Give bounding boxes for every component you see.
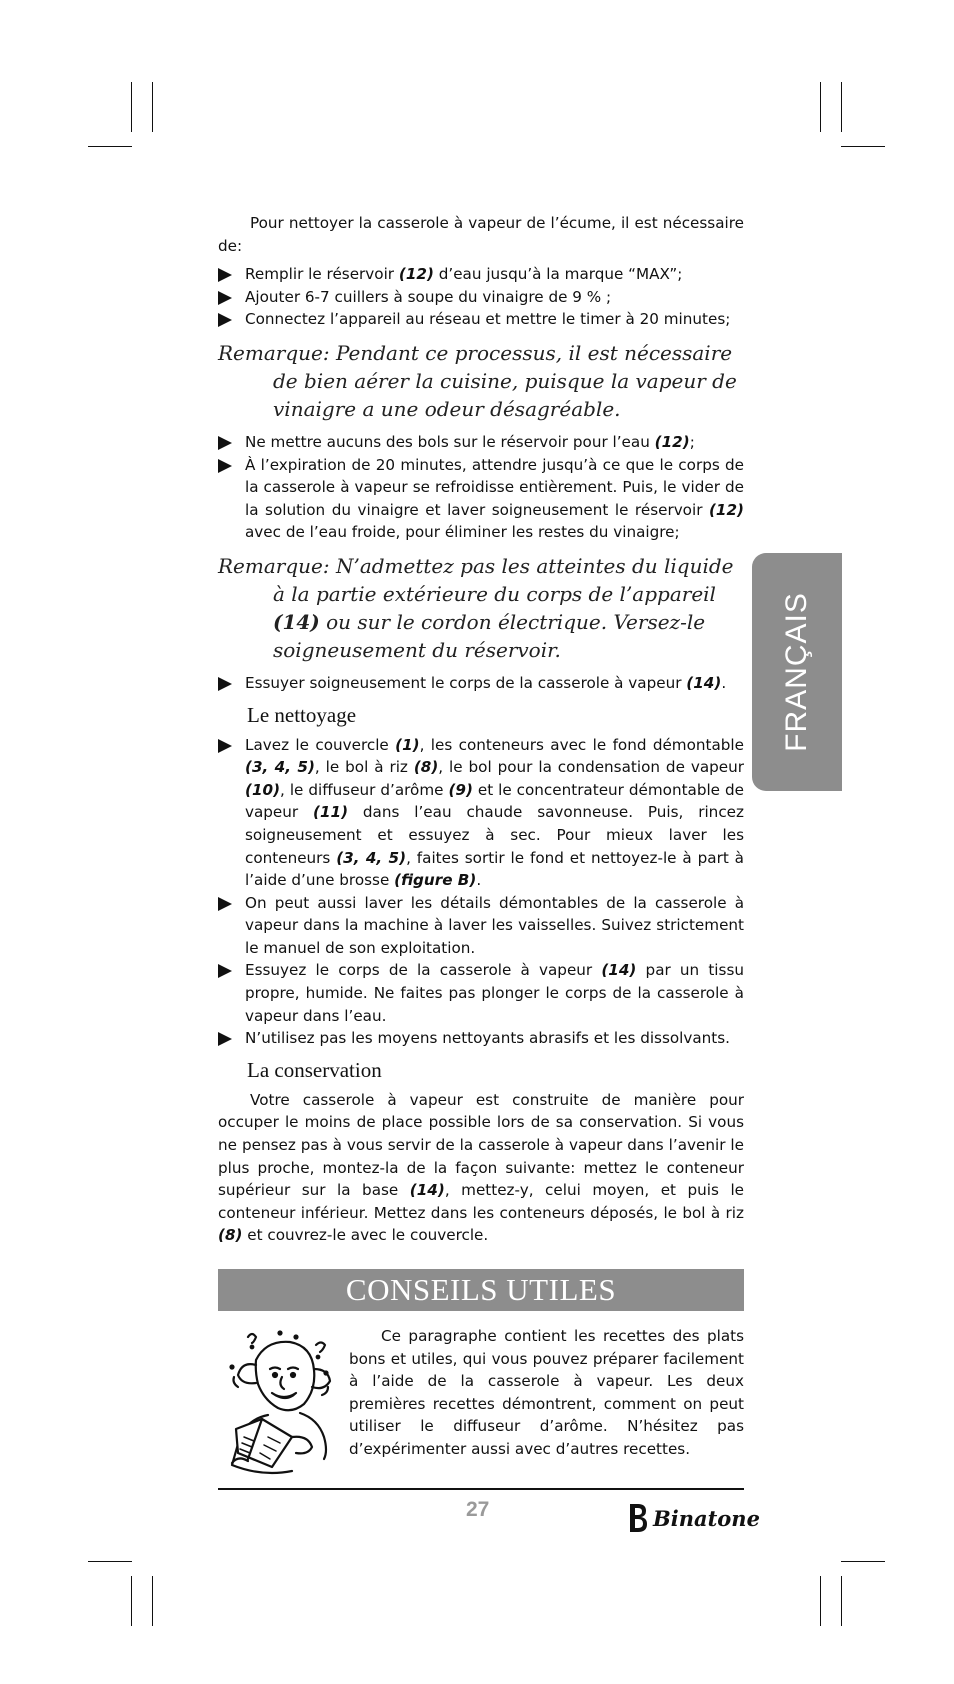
brand-name: Binatone [653,1505,760,1531]
brand-logo [610,1500,760,1536]
crop-mark [152,1576,153,1626]
crop-mark [820,1576,821,1626]
crop-mark [131,1576,132,1626]
page-number: 27 [466,1498,490,1521]
binatone-logo-icon [610,1500,650,1536]
conservation-paragraph: Votre casserole à vapeur est construite de manière pour occuper le moins de place possible lors de sa conservation. Si vous ne pensez pas à vous servir de la casserole à vapeur dans l’avenir le plus proche, montez-la de la façon suivante: mettez le conteneur supérieur sur la base (14), mettez-y, celui moyen, et puis le conteneur inférieur. Mettez dans les conteneurs déposés, le bol à riz (8) et couvrez-le avec le couvercle. [218,1090,745,1245]
list-item: N’utilisez pas les moyens nettoyants abrasifs et les dissolvants. [218,1027,744,1050]
list-item: Lavez le couvercle (1), les conteneurs avec le fond démontable (3, 4, 5), le bol à riz (8), le bol pour la condensation de vapeur (10), le diffuseur d’arôme (9) et le concentrateur démontable de vapeur (11) dans l’eau chaude savonneuse. Puis, rincez soigneusement et essuyez à sec. Pour mieux laver les conteneurs (3, 4, 5), faites sortir le fond et nettoyez-le à part à l’aide d’une brosse (figure B). [218,734,744,892]
descaling-steps-2 [218,431,744,544]
list-item: Essuyer soigneusement le corps de la casserole à vapeur (14). [218,672,744,695]
section-title-conseils: CONSEILS UTILES [218,1269,744,1311]
remark-liquid: Remarque: N’admettez pas les atteintes du liquide à la partie extérieure du corps de l’appareil (14) ou sur le cordon électrique. Versez-le soigneusement du réservoir. [218,553,734,662]
list-item: Ajouter 6-7 cuillers à soupe du vinaigre de 9 % ; [218,286,744,309]
heading-conservation: La conservation [247,1057,382,1082]
crop-mark [820,82,821,132]
list-item: Connectez l’appareil au réseau et mettre le timer à 20 minutes; [218,308,744,331]
tips-block [218,1325,744,1480]
footer-rule [218,1488,744,1490]
list-item: Remplir le réservoir (12) d’eau jusqu’à la marque “MAX”; [218,263,744,286]
page-content [218,212,744,1480]
crop-mark [841,146,885,147]
crop-mark [841,1576,842,1626]
cleaning-steps [218,734,744,1050]
heading-nettoyage: Le nettoyage [247,702,357,727]
language-tab-label: FRANÇAIS [780,592,813,752]
list-item: On peut aussi laver les détails démontables de la casserole à vapeur dans la machine à laver les vaisselles. Suivez strictement le manuel de son exploitation. [218,892,744,960]
intro-paragraph: Pour nettoyer la casserole à vapeur de l’écume, il est nécessaire de: [218,214,744,255]
crop-mark [131,82,132,132]
crop-mark [841,1561,885,1562]
descaling-steps [218,263,744,331]
crop-mark [88,146,132,147]
crop-mark [152,82,153,132]
language-tab [752,553,842,791]
crop-mark [841,82,842,132]
tips-paragraph: Ce paragraphe contient les recettes des plats bons et utiles, qui vous pouvez préparer facilement à l’aide de la casserole à vapeur. Les deux premières recettes démontrent, comment on peut utiliser le diffuseur d’arôme. N’hésitez pas d’expérimenter aussi avec d’autres recettes. [349,1327,744,1458]
remark-ventilation: Remarque: Pendant ce processus, il est nécessaire de bien aérer la cuisine, puisque la vapeur de vinaigre a une odeur désagréable. [218,340,737,421]
wipe-step [218,672,744,695]
crop-mark [88,1561,132,1562]
list-item: Essuyez le corps de la casserole à vapeur (14) par un tissu propre, humide. Ne faites pas plonger le corps de la casserole à vapeur dans l’eau. [218,959,744,1027]
list-item: À l’expiration de 20 minutes, attendre jusqu’à ce que le corps de la casserole à vapeur se refroidisse entièrement. Puis, le vider de la solution du vinaigre et laver soigneusement le réservoir (12) avec de l’eau froide, pour éliminer les restes du vinaigre; [218,454,744,544]
cartoon-chef-illustration [218,1325,343,1480]
list-item: Ne mettre aucuns des bols sur le réservoir pour l’eau (12); [218,431,744,454]
